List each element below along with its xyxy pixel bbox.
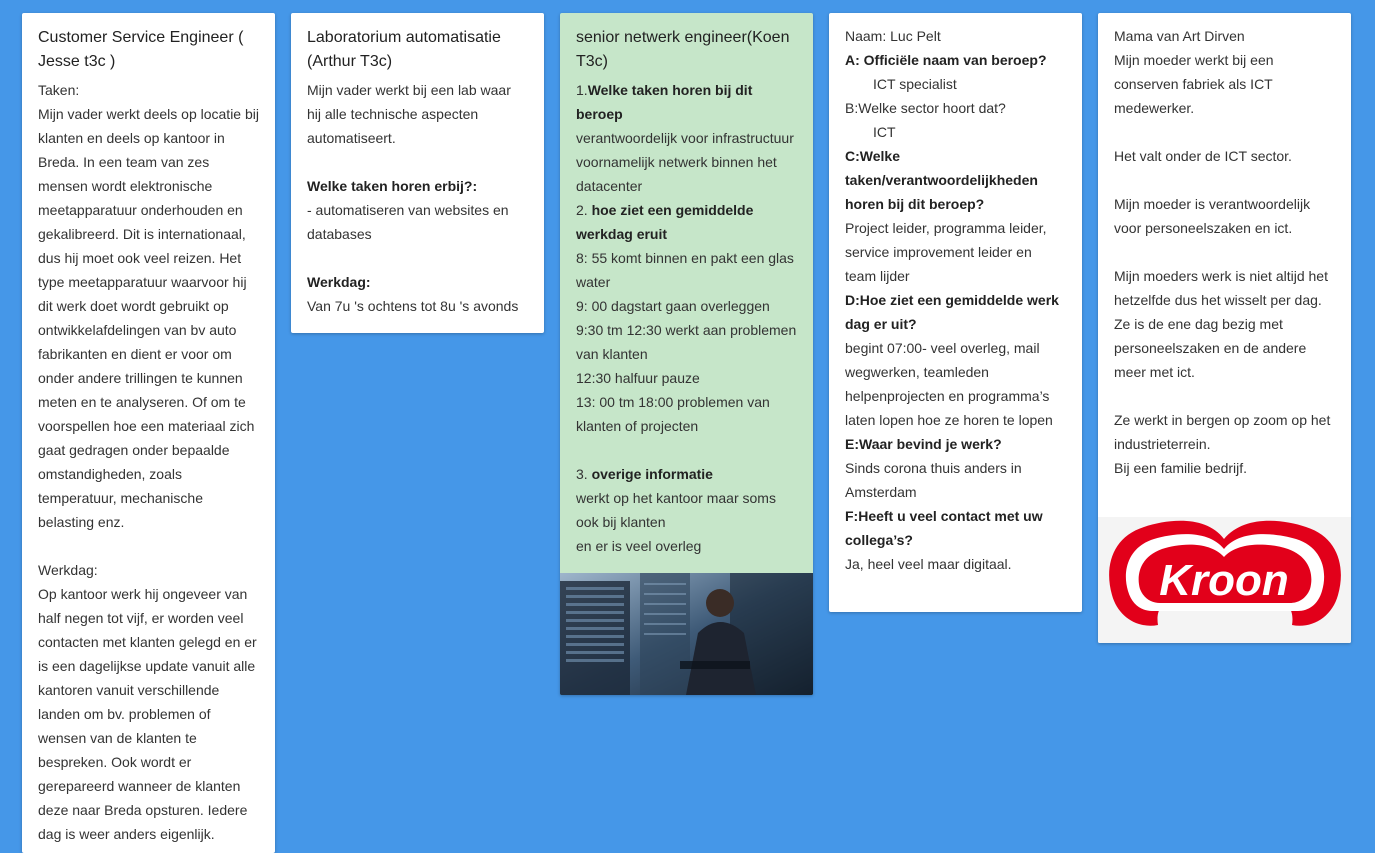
list-number: 3. — [576, 466, 592, 482]
card-body — [1098, 13, 1351, 492]
question-heading: C:Welke taken/verantwoordelijkheden horen bij dit beroep? — [845, 148, 1038, 212]
card-body — [22, 74, 275, 853]
paragraph: Van 7u 's ochtens tot 8u 's avonds — [307, 298, 519, 314]
post-card-luc-pelt[interactable] — [829, 13, 1082, 612]
paragraph: Mijn moeders werk is niet altijd het hetzelfde dus het wisselt per dag. Ze is de ene dag bezig met personeelszaken en de andere meer met ict. — [1114, 268, 1328, 380]
schedule-line: 8: 55 komt binnen en pakt een glas water — [576, 250, 794, 290]
paragraph: Mijn moeder is verantwoordelijk voor personeelszaken en ict. — [1114, 196, 1311, 236]
datacenter-photo-graphic — [560, 573, 813, 695]
card-body — [291, 74, 544, 330]
question-heading: F:Heeft u veel contact met uw collega’s? — [845, 508, 1043, 548]
list-number: 1. — [576, 82, 588, 98]
card-title: Customer Service Engineer ( Jesse t3c ) — [38, 29, 244, 70]
answer: ICT — [873, 124, 896, 140]
datacenter-photo[interactable] — [560, 573, 813, 695]
answer: Sinds corona thuis anders in Amsterdam — [845, 460, 1022, 500]
schedule-line: 12:30 halfuur pauze — [576, 370, 700, 386]
question-heading: Werkdag: — [307, 274, 371, 290]
card-body — [560, 74, 813, 570]
post-card-laboratorium-automatisatie[interactable] — [291, 13, 544, 333]
paragraph: Mijn vader werkt deels op locatie bij klanten en deels op kantoor in Breda. In een team van zes mensen wordt elektronische meetapparatuur onderhouden en gekalibreerd. Dit is internationaal, dus hij moet ook veel reizen. Het type meetapparatuur waarvoor hij dit werk doet wordt gebruikt op ontwikkelafdelingen van bv auto fabrikanten en dient er voor om onder andere trillingen te kunnen meten en te analyseren. Of om te voorspellen hoe een materiaal zich gaat gedragen onder bepaalde omstandigheden, zoals temperatuur, mechanische belasting enz. — [38, 106, 259, 530]
question-heading: overige informatie — [591, 466, 713, 482]
question-heading: D:Hoe ziet een gemiddelde werk dag er uit? — [845, 292, 1059, 332]
card-body — [829, 13, 1082, 588]
paragraph: Ze werkt in bergen op zoom op het industrieterrein. — [1114, 412, 1331, 452]
answer: begint 07:00- veel overleg, mail wegwerken, teamleden helpenprojecten en programma’s laten lopen hoe ze horen te lopen — [845, 340, 1053, 428]
paragraph: en er is veel overleg — [576, 538, 702, 554]
answer: Project leider, programma leider, service improvement leider en team lijder — [845, 220, 1047, 284]
paragraph: werkt op het kantoor maar soms ook bij klanten — [576, 490, 776, 530]
author-name: Naam: Luc Pelt — [845, 28, 941, 44]
question-heading: E:Waar bevind je werk? — [845, 436, 1002, 452]
question: B:Welke sector hoort dat? — [845, 100, 1006, 116]
schedule-line: 13: 00 tm 18:00 problemen van klanten of projecten — [576, 394, 770, 434]
paragraph: Bij een familie bedrijf. — [1114, 460, 1248, 476]
kroon-logo — [1098, 517, 1351, 643]
question-heading: Welke taken horen erbij?: — [307, 178, 478, 194]
paragraph: Mijn vader werkt bij een lab waar hij alle technische aspecten automatiseert. — [307, 82, 511, 146]
answer: Ja, heel veel maar digitaal. — [845, 556, 1012, 572]
post-card-customer-service-engineer[interactable] — [22, 13, 275, 853]
paragraph: verantwoordelijk voor infrastructuur voornamelijk netwerk binnen het datacenter — [576, 130, 794, 194]
schedule-line: 9:30 tm 12:30 werkt aan problemen van klanten — [576, 322, 797, 362]
section-label: Werkdag: — [38, 562, 98, 578]
author-name: Mama van Art Dirven — [1114, 28, 1245, 44]
post-card-art-dirven[interactable] — [1098, 13, 1351, 643]
paragraph: - automatiseren van websites en databases — [307, 202, 509, 242]
section-label: Taken: — [38, 82, 80, 98]
question-heading: A: Officiële naam van beroep? — [845, 52, 1047, 68]
paragraph: Mijn moeder werkt bij een conserven fabriek als ICT medewerker. — [1114, 52, 1274, 116]
paragraph: Het valt onder de ICT sector. — [1114, 148, 1292, 164]
kroon-logo-image[interactable] — [1098, 517, 1351, 643]
paragraph: Op kantoor werk hij ongeveer van half negen tot vijf, er worden veel contacten met klanten gelegd en er is een dagelijkse update vanuit alle kantoren vanuit verschillende landen om bv. problemen of wensen van de klanten te bespreken. Ook wordt er gerepareerd wanneer de klanten deze naar Breda opsturen. Iedere dag is weer anders eigenlijk. — [38, 586, 257, 842]
schedule-line: 9: 00 dagstart gaan overleggen — [576, 298, 770, 314]
answer: ICT specialist — [873, 76, 957, 92]
list-number: 2. — [576, 202, 592, 218]
card-title: senior netwerk engineer(Koen T3c) — [576, 29, 790, 70]
question-heading: Welke taken horen bij dit beroep — [576, 82, 753, 122]
logo-text: Kroon — [1159, 556, 1289, 605]
card-title: Laboratorium automatisatie (Arthur T3c) — [307, 29, 501, 70]
question-heading: hoe ziet een gemiddelde werkdag eruit — [576, 202, 754, 242]
post-card-senior-netwerk-engineer[interactable] — [560, 13, 813, 695]
